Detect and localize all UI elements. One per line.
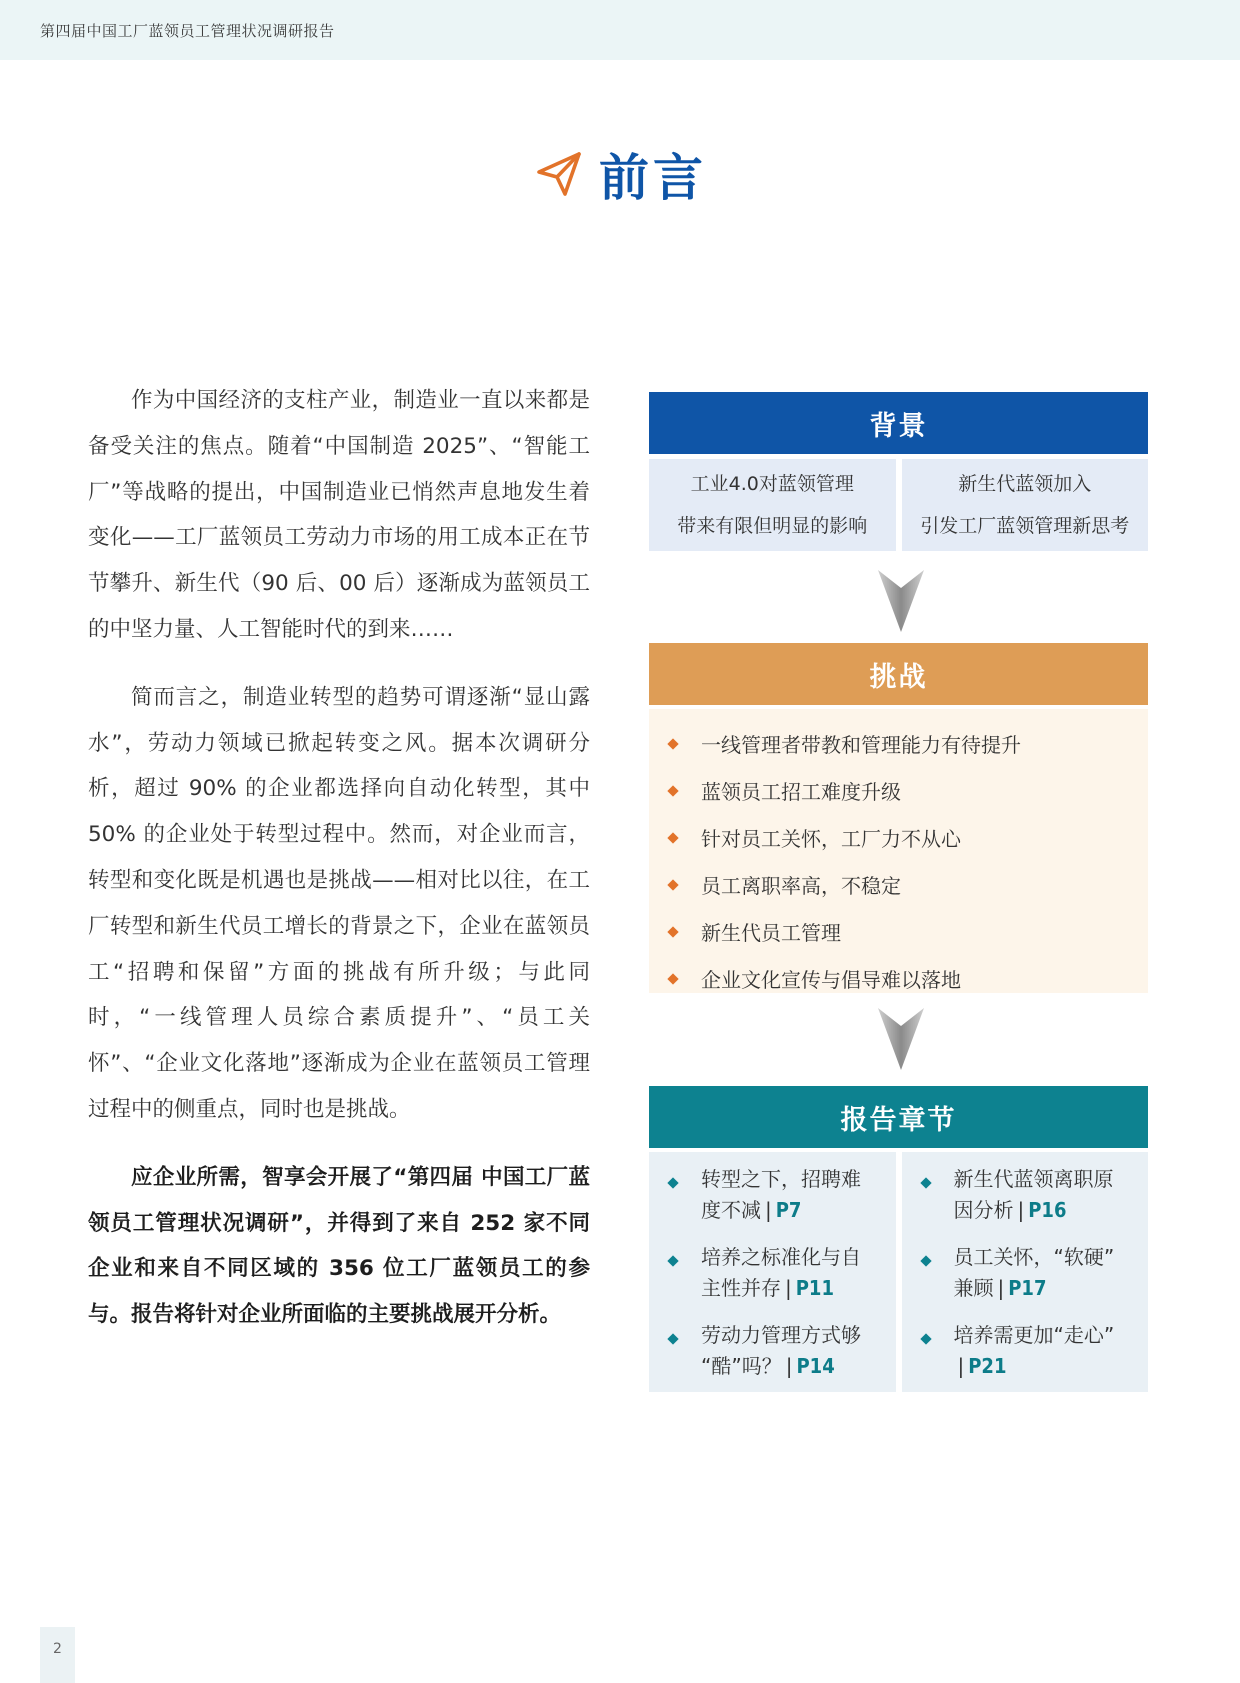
page-number: 2 bbox=[53, 1641, 62, 1657]
diamond-bullet-icon bbox=[667, 1177, 678, 1188]
diamond-bullet-icon bbox=[667, 785, 678, 796]
chapter-link[interactable]: 转型之下，招聘难 度不减 | P7 bbox=[649, 1164, 896, 1242]
background-cell-line: 引发工厂蓝领管理新思考 bbox=[920, 515, 1130, 537]
background-heading: 背景 bbox=[649, 392, 1148, 454]
paper-plane-icon bbox=[533, 148, 585, 200]
chapter-link[interactable]: 劳动力管理方式够 “酷”吗？ | P14 bbox=[649, 1320, 896, 1398]
background-cell-line: 带来有限但明显的影响 bbox=[677, 515, 868, 537]
intro-paragraph-2: 简而言之，制造业转型的趋势可谓逐渐“显山露水”，劳动力领域已掀起转变之风。据本次调研分析，超过 90% 的企业都选择向自动化转型，其中 50% 的企业处于转型过程中。然而，对企业而言，转型和变化既是机遇也是挑战——相对比以往，在工厂转型和新生代员工增长的背景之下，企业在蓝领员工“招聘和保留”方面的挑战有所升级；与此同时，“一线管理人员综合素质提升”、“员工关怀”、“企业文化落地”逐渐成为企业在蓝领员工管理过程中的侧重点，同时也是挑战。 bbox=[88, 684, 590, 1122]
chapter-page-ref: P11 bbox=[795, 1276, 834, 1300]
intro-paragraph-1: 作为中国经济的支柱产业，制造业一直以来都是备受关注的焦点。随着“中国制造 2025”、“智能工厂”等战略的提出，中国制造业已悄然声息地发生着变化——工厂蓝领员工劳动力市场的用工成本正在节节攀升、新生代（90 后、00 后）逐渐成为蓝领员工的中坚力量、人工智能时代的到来…… bbox=[88, 388, 590, 642]
diamond-bullet-icon bbox=[667, 973, 678, 984]
page-number-tab bbox=[40, 1627, 75, 1683]
diamond-bullet-icon bbox=[667, 1255, 678, 1266]
chapter-page-ref: P21 bbox=[968, 1354, 1007, 1378]
diamond-bullet-icon bbox=[920, 1177, 931, 1188]
chapters-heading: 报告章节 bbox=[649, 1086, 1148, 1148]
challenge-item: 针对员工关怀，工厂力不从心 bbox=[649, 814, 1148, 861]
diamond-bullet-icon bbox=[920, 1255, 931, 1266]
background-cell bbox=[902, 459, 1149, 551]
challenge-item: 蓝领员工招工难度升级 bbox=[649, 767, 1148, 814]
background-cell-line: 工业4.0对蓝领管理 bbox=[690, 473, 854, 495]
chapter-page-ref: P14 bbox=[796, 1354, 835, 1378]
challenge-item: 一线管理者带教和管理能力有待提升 bbox=[649, 720, 1148, 767]
background-cells bbox=[649, 459, 1148, 551]
chapters-column-right bbox=[902, 1152, 1149, 1392]
header-bar bbox=[0, 0, 1240, 60]
chapter-link[interactable]: 员工关怀，“软硬” 兼顾 | P17 bbox=[902, 1242, 1149, 1320]
chapter-page-ref: P17 bbox=[1008, 1276, 1047, 1300]
diamond-bullet-icon bbox=[667, 832, 678, 843]
challenge-item: 新生代员工管理 bbox=[649, 908, 1148, 955]
page-title: 前言 bbox=[599, 148, 707, 207]
diamond-bullet-icon bbox=[667, 1333, 678, 1344]
challenges-list bbox=[649, 709, 1148, 993]
chapters-grid bbox=[649, 1152, 1148, 1392]
background-cell bbox=[649, 459, 896, 551]
challenges-heading: 挑战 bbox=[649, 643, 1148, 705]
chapter-link[interactable]: 新生代蓝领离职原 因分析 | P16 bbox=[902, 1164, 1149, 1242]
challenge-item: 员工离职率高，不稳定 bbox=[649, 861, 1148, 908]
chapter-link[interactable]: 培养需更加“走心” | P21 bbox=[902, 1320, 1149, 1398]
report-title: 第四届中国工厂蓝领员工管理状况调研报告 bbox=[40, 22, 335, 40]
chapter-link[interactable]: 培养之标准化与自 主性并存 | P11 bbox=[649, 1242, 896, 1320]
background-cell-line: 新生代蓝领加入 bbox=[958, 473, 1092, 495]
diamond-bullet-icon bbox=[667, 879, 678, 890]
chapter-page-ref: P16 bbox=[1028, 1198, 1067, 1222]
down-arrow-icon bbox=[876, 568, 926, 634]
diamond-bullet-icon bbox=[920, 1333, 931, 1344]
intro-paragraph-3: 应企业所需，智享会开展了“第四届 中国工厂蓝领员工管理状况调研”，并得到了来自 252 家不同企业和来自不同区域的 356 位工厂蓝领员工的参与。报告将针对企业所面临的主要挑战展开分析。 bbox=[88, 1164, 590, 1328]
page-title-area bbox=[0, 138, 1240, 210]
down-arrow-icon bbox=[876, 1006, 926, 1072]
chapters-column-left bbox=[649, 1152, 896, 1392]
intro-text bbox=[88, 378, 590, 1338]
challenge-item: 企业文化宣传与倡导难以落地 bbox=[649, 955, 1148, 1002]
diamond-bullet-icon bbox=[667, 926, 678, 937]
chapter-page-ref: P7 bbox=[775, 1198, 802, 1222]
diamond-bullet-icon bbox=[667, 738, 678, 749]
